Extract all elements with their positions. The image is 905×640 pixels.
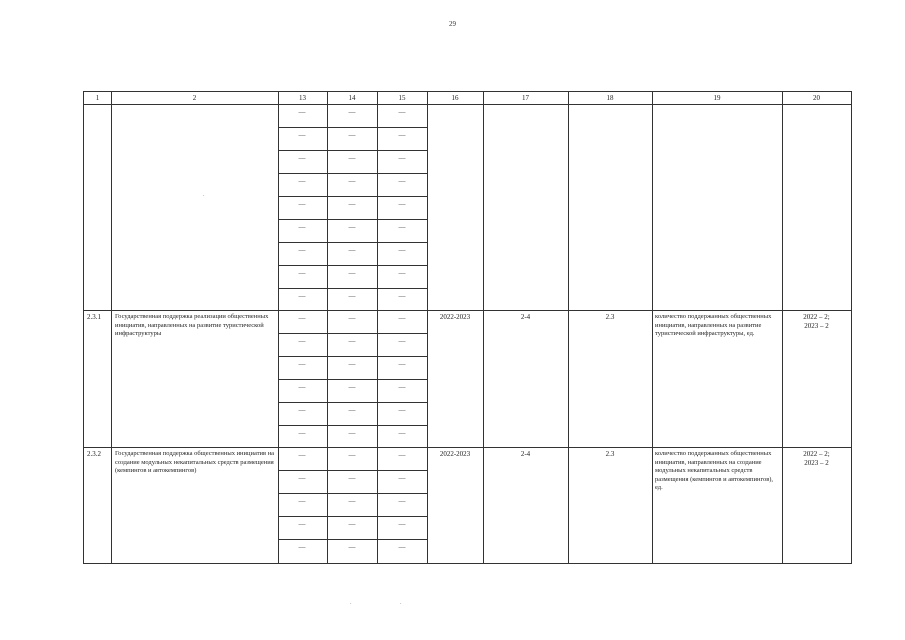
dash-cell: — [348,337,356,345]
header-col-16: 16 [451,94,459,102]
dash-cell: — [348,520,356,528]
row-period: 2022-2023 [439,313,471,321]
dash-cell: — [298,497,306,505]
dash-cell: — [298,337,306,345]
dash-cell: — [398,292,406,300]
dash-cell: — [398,154,406,162]
dash-cell: — [298,108,306,116]
dash-cell: — [398,246,406,254]
dash-cell: — [398,520,406,528]
scan-dot: . [400,600,402,606]
data-table [83,91,852,564]
header-col-2: 2 [192,94,197,102]
dash-cell: — [348,451,356,459]
dash-cell: — [398,223,406,231]
dash-cell: — [348,154,356,162]
dash-cell: — [398,269,406,277]
row-indicator: количество поддержанных общественных инициатив, направленных на развитие туристической инфраструктуры, ед. [655,313,772,338]
row-name: Государственная поддержка реализации общественных инициатив, направленных на развитие туристической инфраструктуры [115,313,269,338]
row-col17: 2-4 [520,450,531,458]
row-target-2022: 2022 – 2; [803,313,830,321]
row-number: 2.3.1 [87,313,101,321]
dash-cell: — [348,543,356,551]
scan-dot: . [350,600,352,606]
dash-cell: — [398,383,406,391]
dash-cell: — [398,474,406,482]
dash-cell: — [398,406,406,414]
dash-cell: — [398,429,406,437]
row-col17: 2-4 [520,313,531,321]
dash-cell: — [348,429,356,437]
dash-cell: — [398,200,406,208]
dash-cell: — [298,223,306,231]
dash-cell: — [348,314,356,322]
header-col-19: 19 [713,94,721,102]
dash-cell: — [298,131,306,139]
dash-cell: — [398,108,406,116]
dash-cell: — [298,246,306,254]
dash-cell: — [298,292,306,300]
header-col-20: 20 [813,94,820,102]
dash-cell: — [348,360,356,368]
header-col-14: 14 [348,94,356,102]
dash-cell: — [348,131,356,139]
dash-cell: — [398,314,406,322]
page-number: 29 [449,20,456,28]
dash-cell: — [398,543,406,551]
dash-cell: — [348,108,356,116]
dash-cell: — [348,223,356,231]
row-col18: 2.3 [605,313,615,321]
dash-cell: — [348,177,356,185]
dash-cell: — [348,474,356,482]
dash-cell: — [298,429,306,437]
dash-cell: — [348,383,356,391]
dash-cell: — [298,520,306,528]
row-period: 2022-2023 [439,450,471,458]
dash-cell: — [348,292,356,300]
dash-cell: — [298,200,306,208]
row-col18: 2.3 [605,450,615,458]
dash-cell: — [348,246,356,254]
dash-cell: — [298,383,306,391]
dash-cell: — [298,154,306,162]
dash-cell: — [298,451,306,459]
header-col-13: 13 [299,94,306,102]
header-col-15: 15 [398,94,406,102]
dash-cell: — [398,131,406,139]
row-indicator: количество поддержанных общественных инициатив, направленных на создание модульных некапитальных средств размещения (кемпингов и автокемпингов), ед. [655,450,774,492]
dash-cell: — [348,200,356,208]
dash-cell: — [398,360,406,368]
dash-cell: — [298,406,306,414]
header-col-17: 17 [522,94,529,102]
stray-dot: . [203,192,205,198]
dash-cell: — [398,451,406,459]
row-target-2023: 2023 – 2 [804,459,829,467]
header-col-1: 1 [95,94,100,102]
row-name: Государственная поддержка общественных инициатив на создание модульных некапитальных средств размещения (кемпингов и автокемпингов) [115,450,275,475]
dash-cell: — [298,474,306,482]
dash-cell: — [298,177,306,185]
row-number: 2.3.2 [87,450,101,458]
dash-cell: — [348,269,356,277]
row-target-2022: 2022 – 2; [803,450,830,458]
dash-cell: — [348,497,356,505]
dash-cell: — [398,337,406,345]
dash-cell: — [348,406,356,414]
dash-cell: — [398,497,406,505]
dash-cell: — [298,269,306,277]
dash-cell: — [398,177,406,185]
dash-cell: — [298,360,306,368]
header-col-18: 18 [606,94,614,102]
row-target-2023: 2023 – 2 [804,322,829,330]
dash-cell: — [298,543,306,551]
dash-cell: — [298,314,306,322]
